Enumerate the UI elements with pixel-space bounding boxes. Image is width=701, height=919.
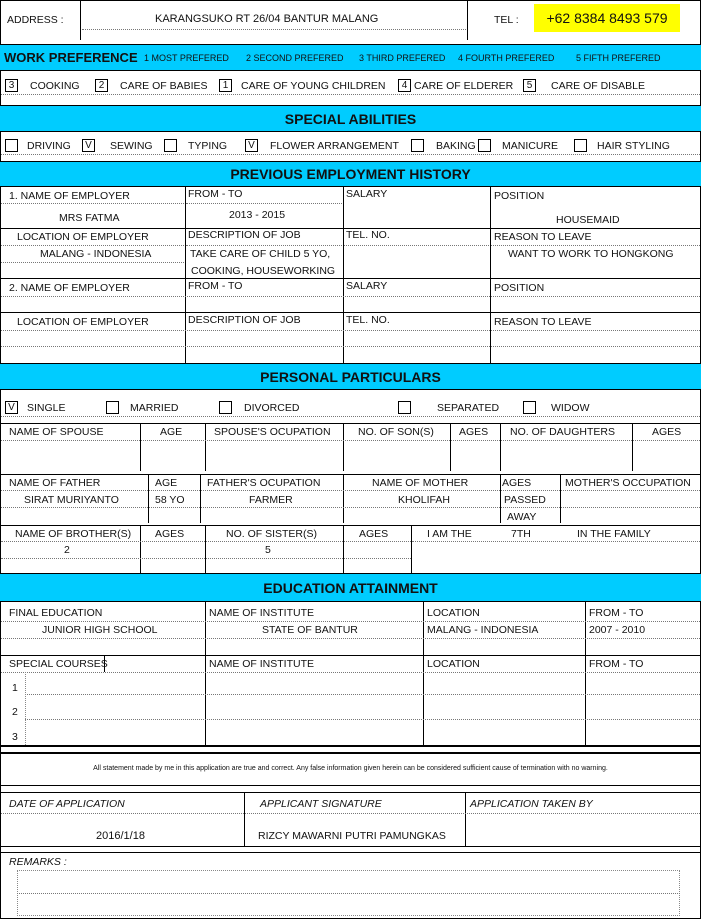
pref-rank-cooking[interactable]: 3 bbox=[5, 79, 18, 92]
status-label-single: SINGLE bbox=[27, 402, 66, 414]
employer-2-location-label: LOCATION OF EMPLOYER bbox=[17, 316, 149, 328]
employer-1-desc-label: DESCRIPTION OF JOB bbox=[188, 229, 301, 241]
employer-1-position-label: POSITION bbox=[494, 190, 545, 202]
pref-label-disable: CARE OF DISABLE bbox=[551, 80, 645, 92]
tel-label: TEL : bbox=[494, 14, 519, 26]
remarks-label: REMARKS : bbox=[9, 856, 67, 868]
employer-1-tel-label: TEL. NO. bbox=[346, 229, 390, 241]
personal-title: PERSONAL PARTICULARS bbox=[260, 369, 441, 385]
mother-ages-line-2: AWAY bbox=[507, 511, 537, 523]
pref-rank-babies[interactable]: 2 bbox=[95, 79, 108, 92]
ability-check-typing[interactable] bbox=[164, 139, 177, 152]
brothers-value: 2 bbox=[64, 544, 70, 556]
father-age: 58 YO bbox=[155, 494, 185, 506]
date-of-application-label: DATE OF APPLICATION bbox=[9, 798, 125, 810]
course-row-1: 1 bbox=[12, 682, 18, 694]
employer-2-name-label: 2. NAME OF EMPLOYER bbox=[9, 282, 130, 294]
ability-label-manicure: MANICURE bbox=[502, 140, 559, 152]
tel-value: +62 8384 8493 579 bbox=[534, 4, 680, 32]
application-taken-by-label: APPLICATION TAKEN BY bbox=[470, 798, 593, 810]
employer-1-name: MRS FATMA bbox=[59, 212, 120, 224]
employer-1-salary-label: SALARY bbox=[346, 188, 388, 200]
employer-1-from-to-label: FROM - TO bbox=[188, 188, 243, 200]
ability-label-baking: BAKING bbox=[436, 140, 476, 152]
status-check-widow[interactable] bbox=[523, 401, 536, 414]
in-the-family-label: IN THE FAMILY bbox=[577, 528, 651, 540]
sisters-ages-label: AGES bbox=[359, 528, 389, 540]
courses-location-label: LOCATION bbox=[427, 658, 480, 670]
employer-1-reason: WANT TO WORK TO HONGKONG bbox=[508, 248, 674, 260]
ability-label-flower: FLOWER ARRANGEMENT bbox=[270, 140, 399, 152]
ability-label-typing: TYPING bbox=[188, 140, 228, 152]
status-label-widow: WIDOW bbox=[551, 402, 590, 414]
spouse-occupation-label: SPOUSE'S OCUPATION bbox=[214, 426, 331, 438]
status-check-separated[interactable] bbox=[398, 401, 411, 414]
sisters-label: NO. OF SISTER(S) bbox=[226, 528, 318, 540]
daughters-ages-label: AGES bbox=[652, 426, 682, 438]
education-location-label: LOCATION bbox=[427, 607, 480, 619]
address-label: ADDRESS : bbox=[7, 14, 64, 26]
employer-2-tel-label: TEL. NO. bbox=[346, 314, 390, 326]
employer-2-from-to-label: FROM - TO bbox=[188, 280, 243, 292]
ability-check-manicure[interactable] bbox=[478, 139, 491, 152]
date-of-application-value: 2016/1/18 bbox=[96, 830, 145, 842]
pref-rank-elderer[interactable]: 4 bbox=[398, 79, 411, 92]
ability-label-hair: HAIR STYLING bbox=[597, 140, 670, 152]
employer-2-desc-label: DESCRIPTION OF JOB bbox=[188, 314, 301, 326]
mother-name-label: NAME OF MOTHER bbox=[372, 477, 469, 489]
pref-legend-2: 2 SECOND PREFERED bbox=[246, 53, 344, 63]
employer-2-position-label: POSITION bbox=[494, 282, 545, 294]
employer-2-reason-label: REASON TO LEAVE bbox=[494, 316, 592, 328]
ability-check-sewing[interactable]: V bbox=[82, 139, 95, 152]
spouse-name-label: NAME OF SPOUSE bbox=[9, 426, 104, 438]
mother-ages-label: AGES bbox=[502, 477, 532, 489]
employer-1-from-to: 2013 - 2015 bbox=[229, 209, 286, 221]
education-from-to-value: 2007 - 2010 bbox=[589, 624, 646, 636]
applicant-signature-label: APPLICANT SIGNATURE bbox=[260, 798, 382, 810]
course-row-2: 2 bbox=[12, 706, 18, 718]
declaration-statement: All statement made by me in this application are true and correct. Any false information given herein can be considered sufficient cause of termination with no warning. bbox=[93, 765, 608, 772]
status-check-married[interactable] bbox=[106, 401, 119, 414]
daughters-label: NO. OF DAUGHTERS bbox=[510, 426, 616, 438]
ability-label-sewing: SEWING bbox=[110, 140, 153, 152]
sisters-value: 5 bbox=[265, 544, 271, 556]
pref-label-cooking: COOKING bbox=[30, 80, 80, 92]
father-occupation-label: FATHER'S OCUPATION bbox=[207, 477, 321, 489]
courses-from-to-label: FROM - TO bbox=[589, 658, 644, 670]
spouse-age-label: AGE bbox=[160, 426, 183, 438]
i-am-the-label: I AM THE bbox=[427, 528, 472, 540]
pref-label-babies: CARE OF BABIES bbox=[120, 80, 208, 92]
address-value: KARANGSUKO RT 26/04 BANTUR MALANG bbox=[155, 13, 379, 25]
brothers-ages-label: AGES bbox=[155, 528, 185, 540]
employer-1-location-label: LOCATION OF EMPLOYER bbox=[17, 231, 149, 243]
education-location-value: MALANG - INDONESIA bbox=[427, 624, 539, 636]
birth-order-value: 7TH bbox=[511, 528, 531, 540]
applicant-signature-value: RIZCY MAWARNI PUTRI PAMUNGKAS bbox=[258, 830, 446, 842]
mother-ages-line-1: PASSED bbox=[504, 494, 546, 506]
special-abilities-title: SPECIAL ABILITIES bbox=[284, 111, 417, 127]
status-label-married: MARRIED bbox=[130, 402, 179, 414]
pref-legend-4: 4 FOURTH PREFERED bbox=[458, 53, 555, 63]
course-row-3: 3 bbox=[12, 731, 18, 743]
institute-label: NAME OF INSTITUTE bbox=[209, 607, 314, 619]
employment-title: PREVIOUS EMPLOYMENT HISTORY bbox=[230, 166, 471, 182]
pref-label-young-children: CARE OF YOUNG CHILDREN bbox=[241, 80, 386, 92]
work-preference-title: WORK PREFERENCE bbox=[4, 50, 138, 65]
employer-2-salary-label: SALARY bbox=[346, 280, 388, 292]
pref-label-elderer: CARE OF ELDERER bbox=[414, 80, 514, 92]
employer-1-location: MALANG - INDONESIA bbox=[40, 248, 152, 260]
institute-value: STATE OF BANTUR bbox=[262, 624, 358, 636]
final-education-label: FINAL EDUCATION bbox=[9, 607, 103, 619]
ability-check-flower[interactable]: V bbox=[245, 139, 258, 152]
pref-legend-5: 5 FIFTH PREFERED bbox=[576, 53, 661, 63]
pref-legend-3: 3 THIRD PREFERED bbox=[359, 53, 446, 63]
pref-rank-young-children[interactable]: 1 bbox=[219, 79, 232, 92]
employer-1-reason-label: REASON TO LEAVE bbox=[494, 231, 592, 243]
education-from-to-label: FROM - TO bbox=[589, 607, 644, 619]
ability-label-driving: DRIVING bbox=[27, 140, 71, 152]
father-name: SIRAT MURIYANTO bbox=[24, 494, 119, 506]
status-check-divorced[interactable] bbox=[219, 401, 232, 414]
special-courses-label: SPECIAL COURSES bbox=[9, 658, 108, 670]
status-label-divorced: DIVORCED bbox=[244, 402, 300, 414]
employer-1-desc-line-1: TAKE CARE OF CHILD 5 YO, bbox=[190, 248, 331, 260]
final-education-value: JUNIOR HIGH SCHOOL bbox=[42, 624, 158, 636]
sons-ages-label: AGES bbox=[459, 426, 489, 438]
employer-1-desc-line-2: COOKING, HOUSEWORKING bbox=[191, 265, 336, 277]
employer-1-name-label: 1. NAME OF EMPLOYER bbox=[9, 190, 130, 202]
pref-legend-1: 1 MOST PREFERED bbox=[144, 53, 229, 63]
brothers-label: NAME OF BROTHER(S) bbox=[15, 528, 132, 540]
education-title: EDUCATION ATTAINMENT bbox=[263, 580, 438, 596]
ability-check-baking[interactable] bbox=[411, 139, 424, 152]
pref-rank-disable[interactable]: 5 bbox=[523, 79, 536, 92]
status-label-separated: SEPARATED bbox=[437, 402, 500, 414]
sons-label: NO. OF SON(S) bbox=[358, 426, 434, 438]
courses-institute-label: NAME OF INSTITUTE bbox=[209, 658, 314, 670]
ability-check-driving[interactable] bbox=[5, 139, 18, 152]
father-age-label: AGE bbox=[155, 477, 178, 489]
father-occupation: FARMER bbox=[249, 494, 293, 506]
status-check-single[interactable]: V bbox=[5, 401, 18, 414]
mother-occupation-label: MOTHER'S OCCUPATION bbox=[565, 477, 691, 489]
ability-check-hair[interactable] bbox=[574, 139, 587, 152]
father-name-label: NAME OF FATHER bbox=[9, 477, 101, 489]
employer-1-position: HOUSEMAID bbox=[556, 214, 620, 226]
mother-name: KHOLIFAH bbox=[398, 494, 450, 506]
